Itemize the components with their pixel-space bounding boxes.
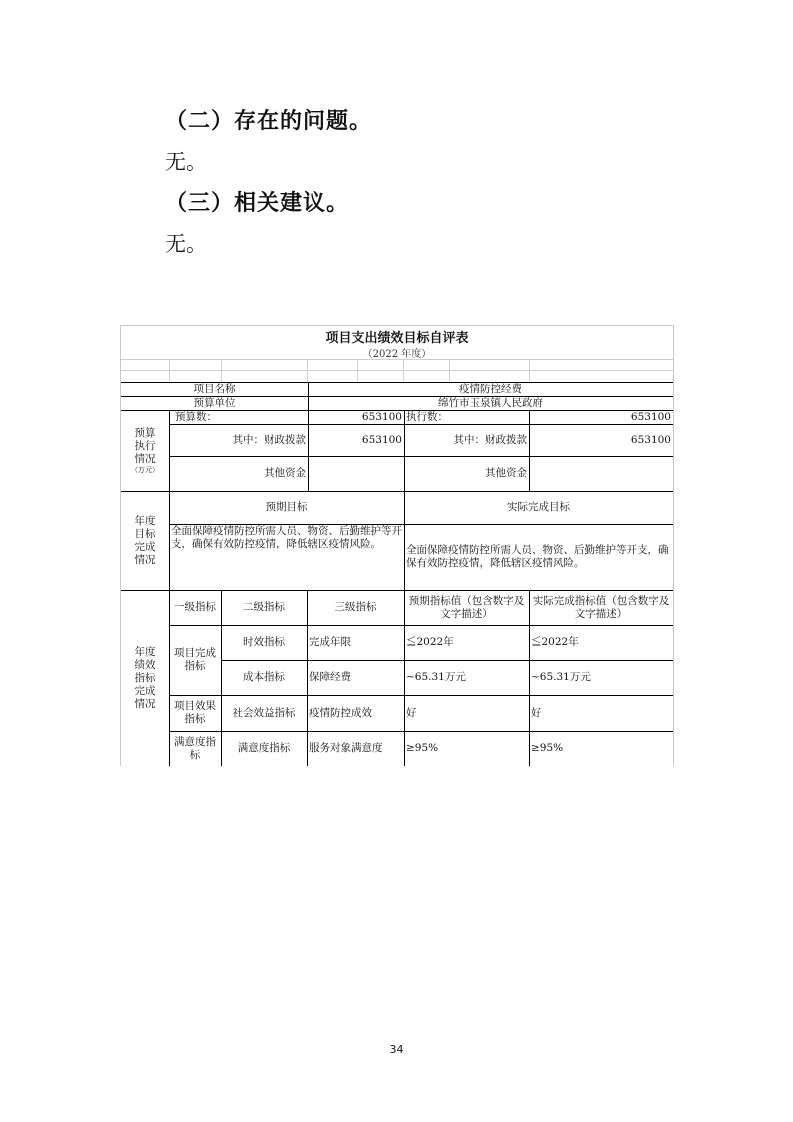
row-level2: 社会效益指标 [232, 706, 296, 719]
indicator-label-line: 指标 [134, 671, 156, 684]
row-expected: ≥95% [406, 742, 439, 754]
annual-goal-label-line: 情况 [134, 553, 156, 566]
budget-unit-value: 绵竹市玉泉镇人民政府 [438, 396, 543, 409]
exec-amount-value: 653100 [630, 410, 671, 423]
grid-line [529, 359, 530, 382]
row-expected: ~65.31万元 [406, 671, 466, 683]
other-funds-exec-label: 其他资金 [485, 467, 527, 479]
actual-goal-text: 全面保障疫情防控所需人员、物资、后勤维护等开支，确保有效防控疫情，降低辖区疫情风险。 [406, 544, 669, 569]
row-expected: 好 [406, 706, 417, 719]
row-level1: 满意度指标 [174, 735, 216, 761]
row-level1: 项目效果指标 [174, 700, 216, 725]
fiscal-exec-value: 653100 [630, 433, 671, 446]
col-level2-header: 二级指标 [243, 601, 285, 613]
grid-line [169, 359, 170, 382]
section-heading-suggestions: （三）相关建议。 [165, 191, 350, 216]
grid-line [221, 359, 222, 382]
section-body-suggestions: 无。 [165, 232, 207, 256]
project-name-label: 项目名称 [193, 382, 236, 395]
budget-exec-label-line: 情况 [134, 452, 156, 465]
col-expected-header: 预期指标值（包含数字及文字描述） [408, 594, 525, 620]
row-level2: 成本指标 [243, 671, 285, 683]
budget-exec-label-line: 预算 [134, 426, 156, 439]
grid-line [357, 359, 358, 382]
grid-line [403, 359, 404, 382]
row-actual: ≥95% [531, 742, 564, 754]
indicator-label-line: 年度 [134, 645, 156, 658]
other-funds-label: 其他资金 [264, 467, 306, 479]
row-actual: 好 [531, 706, 542, 719]
section-heading-problems: （二）存在的问题。 [165, 109, 373, 134]
indicator-label-line: 绩效 [134, 658, 156, 671]
grid-line [121, 359, 673, 360]
row-expected: ≦2022年 [406, 636, 454, 648]
budget-exec-unit: （万元） [131, 465, 159, 474]
indicator-label [121, 590, 169, 766]
grid-line [121, 370, 673, 371]
row-level3: 保障经费 [309, 671, 351, 683]
col-level3-header: 三级指标 [334, 601, 377, 613]
row-actual: ≦2022年 [531, 636, 579, 648]
table-subtitle: （2022 年度） [362, 349, 432, 360]
fiscal-budget-label: 其中：财政拨款 [232, 433, 306, 446]
performance-table [120, 325, 674, 766]
annual-goal-label [121, 491, 169, 590]
grid-line [449, 359, 450, 382]
annual-goal-label-line: 完成 [134, 540, 156, 553]
exec-amount-label: 执行数： [406, 410, 448, 423]
fiscal-exec-label: 其中：财政拨款 [453, 433, 527, 446]
budget-exec-label-line: 执行 [134, 439, 156, 452]
page-number: 34 [389, 1043, 404, 1056]
grid-line [307, 359, 308, 382]
budget-amount-label: 预算数： [175, 410, 217, 423]
row-level1: 项目完成指标 [174, 647, 216, 672]
budget-exec-label [121, 410, 169, 491]
row-level2: 时效指标 [243, 636, 285, 648]
col-actual-header: 实际完成指标值（包含数字及文字描述） [532, 594, 670, 620]
budget-unit-label: 预算单位 [193, 396, 236, 409]
col-level1-header: 一级指标 [174, 601, 216, 613]
budget-amount-value: 653100 [361, 410, 402, 423]
row-level3: 完成年限 [309, 636, 351, 648]
expected-goal-header: 预期目标 [265, 501, 308, 513]
section-body-problems: 无。 [165, 150, 207, 174]
annual-goal-label-line: 年度 [134, 514, 156, 527]
row-level3: 服务对象满意度 [309, 742, 383, 754]
row-level3: 疫情防控成效 [309, 706, 372, 719]
project-name-value: 疫情防控经费 [459, 382, 522, 395]
indicator-label-line: 情况 [134, 697, 156, 710]
fiscal-budget-value: 653100 [361, 433, 402, 446]
expected-goal-text: 全面保障疫情防控所需人员、物资、后勤维护等开支，确保有效防控疫情，降低辖区疫情风险。 [171, 525, 402, 550]
table-title: 项目支出绩效目标自评表 [325, 331, 469, 346]
annual-goal-label-line: 目标 [134, 527, 156, 540]
indicator-label-line: 完成 [134, 684, 156, 697]
row-actual: ~65.31万元 [531, 671, 591, 683]
row-level2: 满意度指标 [237, 742, 291, 754]
actual-goal-header: 实际完成目标 [507, 501, 570, 513]
